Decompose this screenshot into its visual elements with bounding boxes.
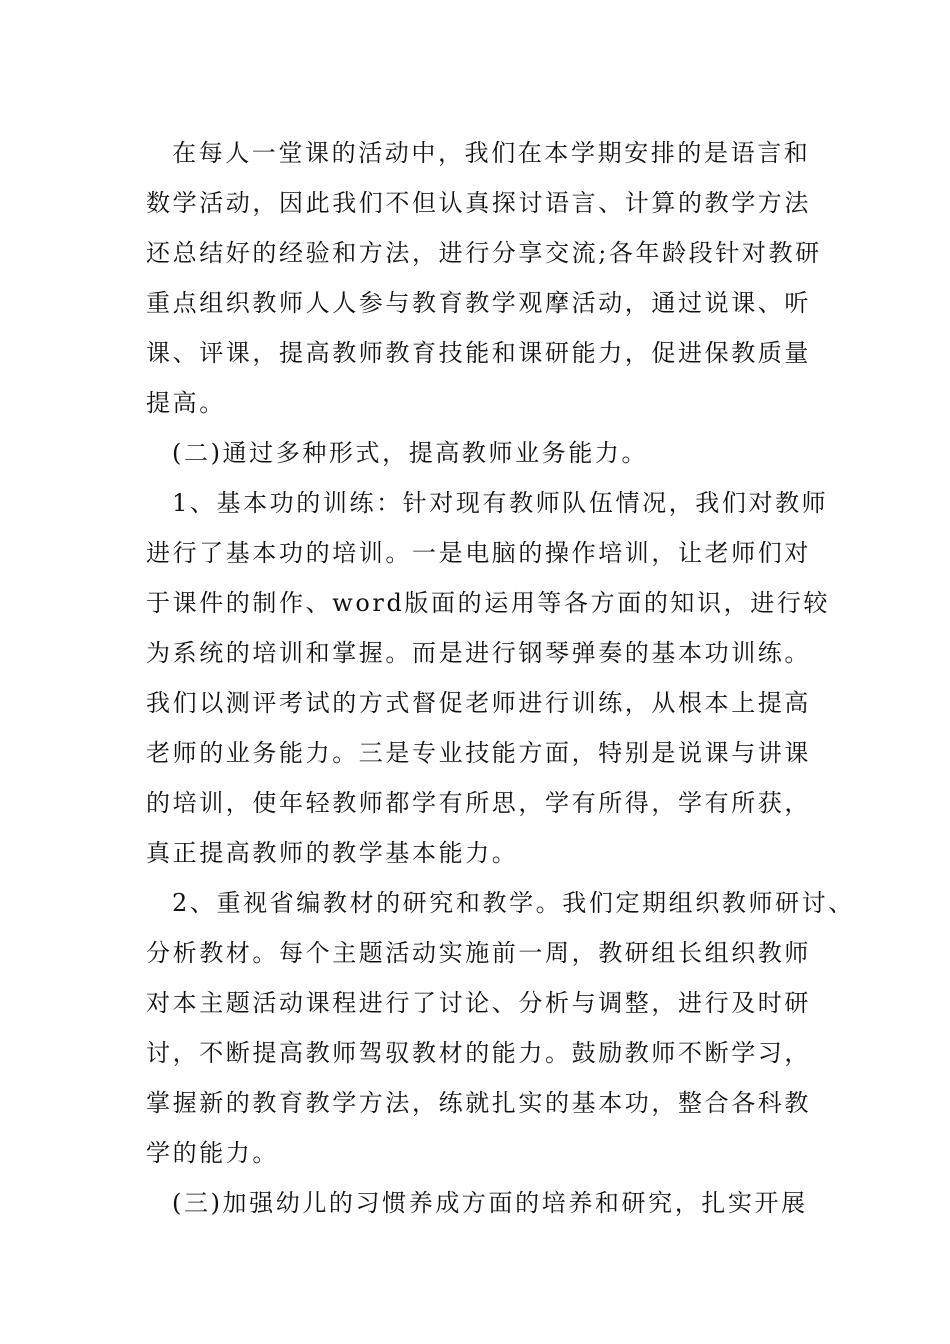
paragraph-line: 在每人一堂课的活动中，我们在本学期安排的是语言和: [172, 139, 811, 167]
paragraph-line: 老师的业务能力。三是专业技能方面，特别是说课与讲课: [146, 739, 811, 767]
paragraph-line: 对本主题活动课程进行了讨论、分析与调整，进行及时研: [146, 989, 811, 1017]
paragraph-line: 真正提高教师的教学基本能力。: [146, 839, 519, 867]
paragraph-line: 讨，不断提高教师驾驭教材的能力。鼓励教师不断学习，: [146, 1039, 811, 1067]
paragraph-line: 课、评课，提高教师教育技能和课研能力，促进保教质量: [146, 339, 811, 367]
paragraph-line: 1、基本功的训练：针对现有教师队伍情况，我们对教师: [172, 489, 829, 517]
paragraph-line: 为系统的培训和掌握。而是进行钢琴弹奏的基本功训练。: [146, 639, 811, 667]
paragraph-line: 进行了基本功的培训。一是电脑的操作培训，让老师们对: [146, 539, 811, 567]
paragraph-line: 2、重视省编教材的研究和教学。我们定期组织教师研讨、: [172, 889, 855, 917]
paragraph-line: 还总结好的经验和方法，进行分享交流;各年龄段针对教研: [146, 239, 822, 267]
paragraph-line: 数学活动，因此我们不但认真探讨语言、计算的教学方法: [146, 189, 811, 217]
paragraph-line: 分析教材。每个主题活动实施前一周，教研组长组织教师: [146, 939, 811, 967]
paragraph-line: 于课件的制作、word版面的运用等各方面的知识，进行较: [146, 589, 831, 617]
paragraph-line: 重点组织教师人人参与教育教学观摩活动，通过说课、听: [146, 289, 811, 317]
paragraph-line: 的培训，使年轻教师都学有所思，学有所得，学有所获，: [146, 789, 811, 817]
section-heading: (二)通过多种形式，提高教师业务能力。: [172, 439, 649, 467]
paragraph-line: 掌握新的教育教学方法，练就扎实的基本功，整合各科教: [146, 1089, 811, 1117]
paragraph-line: 我们以测评考试的方式督促老师进行训练，从根本上提高: [146, 689, 811, 717]
paragraph-line: 提高。: [146, 389, 226, 417]
paragraph-line: 学的能力。: [146, 1139, 279, 1167]
section-heading: (三)加强幼儿的习惯养成方面的培养和研究，扎实开展: [172, 1189, 808, 1217]
